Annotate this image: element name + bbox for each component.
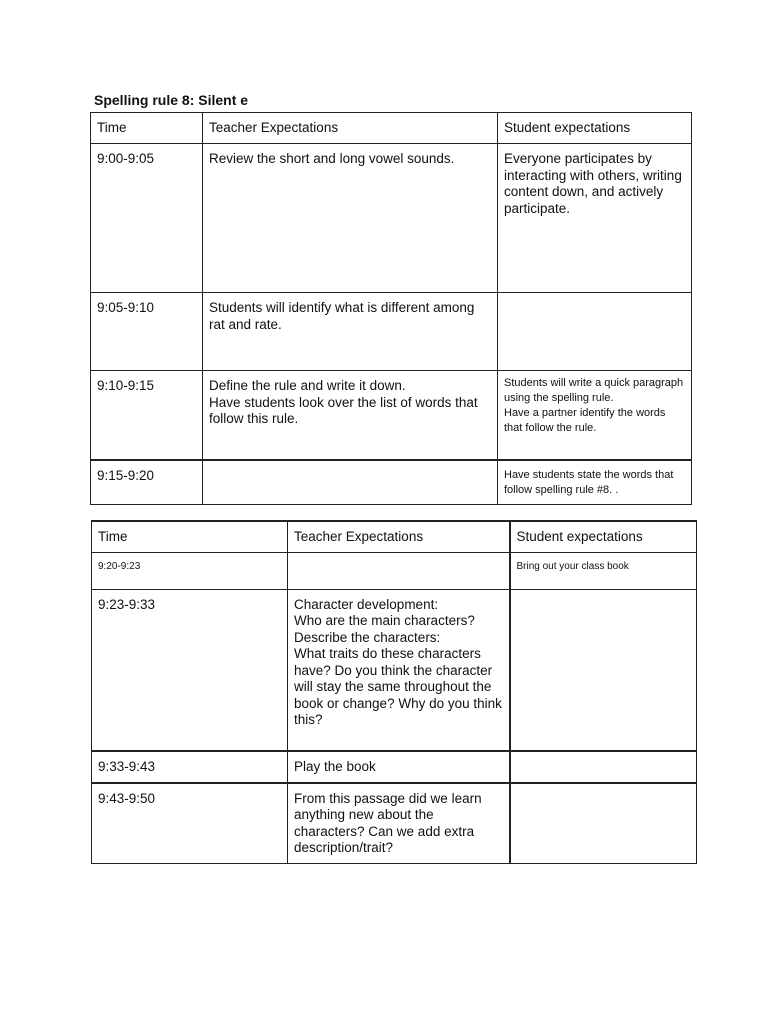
teacher-cell (288, 751, 510, 783)
teacher-line: Who are the main characters? (294, 613, 475, 628)
student-cell (510, 552, 697, 589)
teacher-cell (288, 552, 510, 589)
teacher-line: Review the short and long vowel sounds. (209, 151, 455, 166)
time-cell: 9:33-9:43 (92, 751, 288, 783)
student-line: Have a partner identify the words that follow the rule. (504, 407, 666, 434)
student-cell (510, 751, 697, 783)
header-time: Time (91, 113, 203, 144)
student-cell (510, 783, 697, 864)
table-row (91, 293, 692, 371)
teacher-line: Have students look over the list of words that follow this rule. (209, 394, 478, 426)
table-row (91, 371, 692, 460)
time-cell: 9:00-9:05 (91, 144, 203, 293)
student-cell (498, 144, 692, 293)
teacher-cell (288, 783, 510, 864)
table-row (92, 751, 697, 783)
teacher-line: Play the book (294, 759, 376, 774)
teacher-cell (203, 460, 498, 505)
student-cell (498, 460, 692, 505)
teacher-line: Define the rule and write it down. (209, 378, 406, 393)
student-line: Have students state the words that follow spelling rule #8. . (504, 468, 674, 496)
schedule-table-spelling (90, 112, 692, 505)
student-line: Everyone participates by interacting with others, writing content down, and actively participate. (504, 151, 682, 216)
time-cell: 9:15-9:20 (91, 460, 203, 505)
teacher-cell (203, 371, 498, 460)
student-line: Students will write a quick paragraph using the spelling rule. (504, 377, 684, 404)
time-cell: 9:43-9:50 (92, 783, 288, 864)
time-cell: 9:20-9:23 (92, 552, 288, 589)
time-cell: 9:05-9:10 (91, 293, 203, 371)
student-cell (510, 589, 697, 751)
teacher-line: What traits do these characters have? Do you think the character will stay the same throughout the book or change? Why do you think this? (294, 646, 502, 727)
teacher-line: Describe the characters: (294, 629, 441, 645)
teacher-cell (288, 589, 510, 751)
table-row (92, 552, 697, 589)
header-student-expectations: Student expectations (498, 113, 692, 144)
document-title: Spelling rule 8: Silent e (94, 92, 249, 108)
teacher-cell (203, 293, 498, 371)
time-cell: 9:10-9:15 (91, 371, 203, 460)
header-teacher-expectations: Teacher Expectations (203, 113, 498, 144)
teacher-line: From this passage did we learn anything new about the characters? Can we add extra description/trait? (294, 790, 482, 855)
table-row (92, 783, 697, 864)
table-header-row (91, 113, 692, 144)
teacher-line: Character development: (294, 596, 439, 612)
header-student-expectations: Student expectations (510, 521, 697, 552)
student-cell (498, 293, 692, 371)
header-teacher-expectations: Teacher Expectations (288, 521, 510, 552)
table-row (91, 144, 692, 293)
student-cell (498, 371, 692, 460)
time-cell: 9:23-9:33 (92, 589, 288, 751)
table-row (91, 460, 692, 505)
table-header-row (92, 521, 697, 552)
schedule-table-reading (91, 520, 697, 864)
header-time: Time (92, 521, 288, 552)
teacher-cell (203, 144, 498, 293)
teacher-line: Students will identify what is different among rat and rate. (209, 300, 475, 332)
student-line: Bring out your class book (516, 560, 629, 572)
table-row (92, 589, 697, 751)
